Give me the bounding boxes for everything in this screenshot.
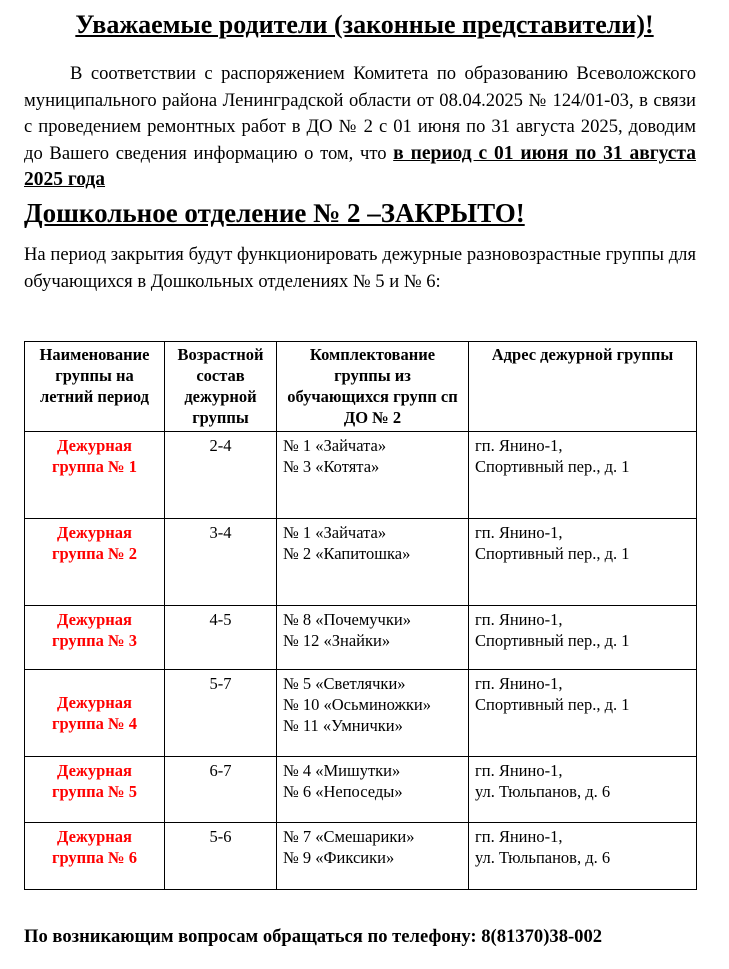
group-name-line1: Дежурная xyxy=(57,436,132,455)
address-line1: гп. Янино-1, xyxy=(475,761,563,780)
address-line1: гп. Янино-1, xyxy=(475,674,563,693)
group-name-cell xyxy=(25,823,165,890)
group-name-cell xyxy=(25,670,165,757)
groups-cell xyxy=(277,823,469,890)
closed-notice: Дошкольное отделение № 2 –ЗАКРЫТО! xyxy=(24,198,525,228)
group-item: № 4 «Мишутки» xyxy=(283,761,401,780)
address-line2: Спортивный пер., д. 1 xyxy=(475,457,630,476)
table-row xyxy=(25,519,697,606)
groups-cell xyxy=(277,606,469,670)
group-name-line2: группа № 5 xyxy=(51,782,138,801)
age-cell: 2-4 xyxy=(165,432,277,519)
intro-paragraph xyxy=(24,61,696,194)
contact-footer: По возникающим вопросам обращаться по телефону: 8(81370)38-002 xyxy=(24,926,603,947)
header-address: Адрес дежурной группы xyxy=(469,342,697,432)
address-line2: ул. Тюльпанов, д. 6 xyxy=(475,848,611,867)
group-item: № 6 «Непоседы» xyxy=(283,782,403,801)
group-item: № 9 «Фиксики» xyxy=(283,848,395,867)
group-name-cell xyxy=(25,519,165,606)
group-item: № 1 «Зайчата» xyxy=(283,436,387,455)
group-item: № 11 «Умнички» xyxy=(283,716,403,735)
address-line2: ул. Тюльпанов, д. 6 xyxy=(475,782,611,801)
duty-groups-table xyxy=(24,341,697,890)
address-line2: Спортивный пер., д. 1 xyxy=(475,631,630,650)
address-cell xyxy=(469,670,697,757)
address-line1: гп. Янино-1, xyxy=(475,523,563,542)
group-name-line2: группа № 3 xyxy=(51,631,138,650)
group-name-line2: группа № 2 xyxy=(51,544,138,563)
group-name-line2: группа № 6 xyxy=(51,848,138,867)
age-cell: 5-7 xyxy=(165,670,277,757)
age-cell: 4-5 xyxy=(165,606,277,670)
group-item: № 10 «Осьминожки» xyxy=(283,695,431,714)
address-line1: гп. Янино-1, xyxy=(475,610,563,629)
intro-text: В соответствии с распоряжением Комитета по образованию Всеволожского муниципального района Ленинградской области от 08.04.2025 № 124/01-03, в связи с проведением ремонтных работ в ДО № 2 с 01 июня по 31 августа 2025, доводим до Вашего сведения информацию о том, что xyxy=(24,63,696,164)
groups-cell xyxy=(277,519,469,606)
group-name-cell xyxy=(25,606,165,670)
address-line1: гп. Янино-1, xyxy=(475,436,563,455)
address-cell xyxy=(469,757,697,823)
group-name-line1: Дежурная xyxy=(57,523,132,542)
table-header-row xyxy=(25,342,697,432)
header-composition: Комплектование группы из обучающихся групп сп ДО № 2 xyxy=(277,342,469,432)
group-name-line2: группа № 4 xyxy=(51,714,138,733)
age-cell: 6-7 xyxy=(165,757,277,823)
table-row xyxy=(25,757,697,823)
page-title: Уважаемые родители (законные представители)! xyxy=(75,10,654,39)
table-row xyxy=(25,432,697,519)
address-cell xyxy=(469,606,697,670)
groups-cell xyxy=(277,670,469,757)
group-item: № 8 «Почемучки» xyxy=(283,610,411,629)
address-cell xyxy=(469,823,697,890)
age-cell: 3-4 xyxy=(165,519,277,606)
address-cell xyxy=(469,432,697,519)
note-paragraph: На период закрытия будут функционировать дежурные разновозрастные группы для обучающихся в Дошкольных отделениях № 5 и № 6: xyxy=(24,244,696,292)
groups-cell xyxy=(277,432,469,519)
groups-cell xyxy=(277,757,469,823)
group-name-line1: Дежурная xyxy=(57,610,132,629)
group-name-line2: группа № 1 xyxy=(51,457,138,476)
header-group-name: Наименование группы на летний период xyxy=(25,342,165,432)
group-name-line1: Дежурная xyxy=(57,761,132,780)
group-item: № 5 «Светлячки» xyxy=(283,674,406,693)
address-cell xyxy=(469,519,697,606)
table-row xyxy=(25,670,697,757)
group-name-cell xyxy=(25,757,165,823)
group-item: № 2 «Капитошка» xyxy=(283,544,411,563)
address-line2: Спортивный пер., д. 1 xyxy=(475,695,630,714)
table-row xyxy=(25,606,697,670)
age-cell: 5-6 xyxy=(165,823,277,890)
group-item: № 1 «Зайчата» xyxy=(283,523,387,542)
group-name-line1: Дежурная xyxy=(57,693,132,712)
intro-highlight: в период с 01 июня по 31 августа 2025 года xyxy=(24,142,696,190)
address-line1: гп. Янино-1, xyxy=(475,827,563,846)
group-item: № 12 «Знайки» xyxy=(283,631,391,650)
group-name-line1: Дежурная xyxy=(57,827,132,846)
group-item: № 7 «Смешарики» xyxy=(283,827,415,846)
address-line2: Спортивный пер., д. 1 xyxy=(475,544,630,563)
group-item: № 3 «Котята» xyxy=(283,457,380,476)
header-age: Возрастной состав дежурной группы xyxy=(165,342,277,432)
group-name-cell xyxy=(25,432,165,519)
table-row xyxy=(25,823,697,890)
